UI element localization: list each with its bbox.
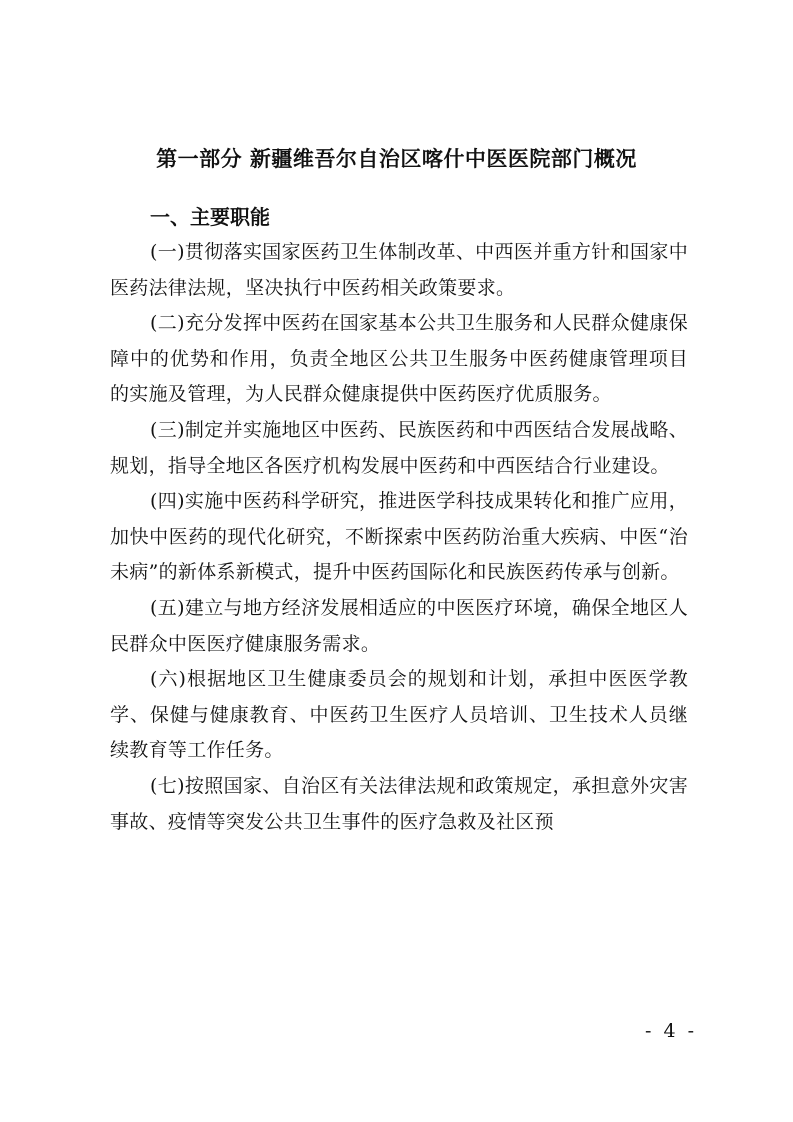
page-title: 第一部分 新疆维吾尔自治区喀什中医医院部门概况 <box>156 147 637 171</box>
paragraph-3: (三)制定并实施地区中医药、民族医药和中西医结合发展战略、规划，指导全地区各医疗机构发展中医药和中西医结合行业建设。 <box>110 418 688 477</box>
paragraph-7: (七)按照国家、自治区有关法律法规和政策规定，承担意外灾害事故、疫情等突发公共卫生事件的医疗急救及社区预 <box>110 774 688 833</box>
paragraph-2: (二)充分发挥中医药在国家基本公共卫生服务和人民群众健康保障中的优势和作用，负责全地区公共卫生服务中医药健康管理项目的实施及管理，为人民群众健康提供中医药医疗优质服务。 <box>110 312 688 406</box>
document-body <box>110 200 688 840</box>
paragraph-6: (六)根据地区卫生健康委员会的规划和计划，承担中医医学教学、保健与健康教育、中医药卫生医疗人员培训、卫生技术人员继续教育等工作任务。 <box>110 668 688 762</box>
paragraph-5: (五)建立与地方经济发展相适应的中医医疗环境，确保全地区人民群众中医医疗健康服务需求。 <box>110 596 688 655</box>
section-heading: 一、主要职能 <box>150 205 270 229</box>
paragraph-1: (一)贯彻落实国家医药卫生体制改革、中西医并重方针和国家中医药法律法规，坚决执行中医药相关政策要求。 <box>110 241 688 299</box>
paragraph-4: (四)实施中医药科学研究，推进医学科技成果转化和推广应用，加快中医药的现代化研究，不断探索中医药防治重大疾病、中医“治未病”的新体系新模式，提升中医药国际化和民族医药传承与创新。 <box>110 490 688 584</box>
page-number: - 4 - <box>644 1020 697 1042</box>
